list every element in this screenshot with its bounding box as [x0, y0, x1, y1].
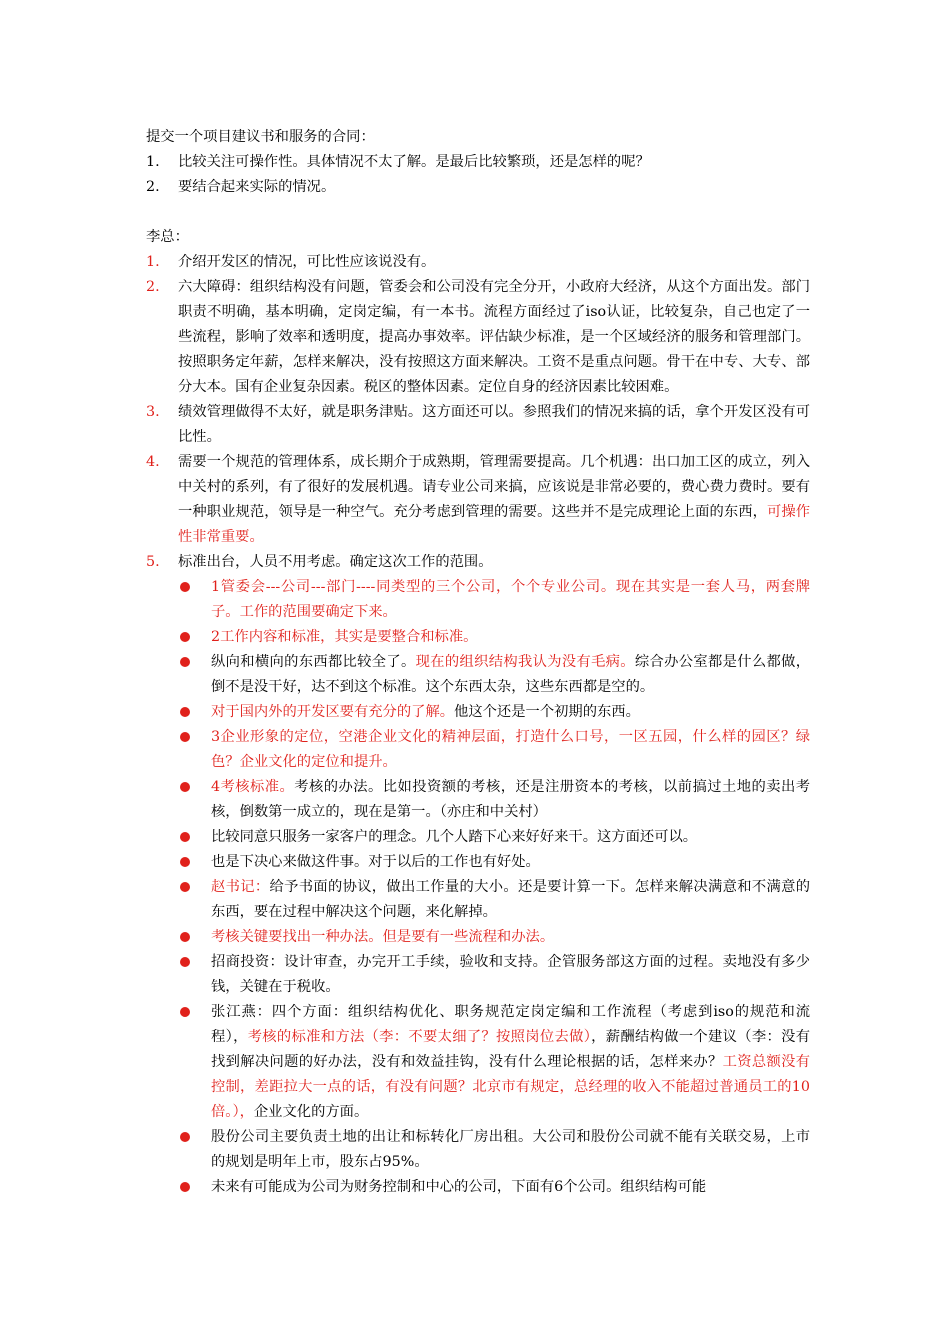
body-text: 给予书面的协议，做出工作量的大小。还是要计算一下。怎样来解决满意和不满意的东西，要在过程中解决这个问题，来化解掉。 — [211, 879, 811, 920]
bullet-dot-icon — [180, 1132, 190, 1142]
item-number: 5. — [146, 554, 160, 570]
bullet-item — [178, 650, 810, 700]
bullet-dot-icon — [180, 707, 190, 717]
highlighted-text: 可操作性非常重要。 — [178, 504, 810, 545]
bullet-item — [178, 1175, 810, 1200]
bullet-dot-icon — [180, 732, 190, 742]
highlighted-text: 考核的标准和方法（李：不要太细了？按照岗位去做） — [247, 1029, 592, 1045]
bullet-item — [178, 925, 810, 950]
bullet-item — [178, 1000, 810, 1125]
item-text: 要结合起来实际的情况。 — [178, 179, 336, 195]
item-text: 比较关注可操作性。具体情况不太了解。是最后比较繁琐，还是怎样的呢？ — [178, 154, 650, 170]
highlighted-text: 1管委会---公司---部门----同类型的三个公司，个个专业公司。现在其实是一套人马，两套牌子。工作的范围要确定下来。 — [211, 579, 810, 620]
body-text: 股份公司主要负责土地的出让和标转化厂房出租。大公司和股份公司就不能有关联交易，上市的规划是明年上市，股东占95%。 — [211, 1129, 810, 1170]
body-text: 纵向和横向的东西都比较全了。 — [211, 654, 416, 670]
section1-item — [146, 175, 810, 200]
bullet-item — [178, 875, 810, 925]
bullet-item — [178, 700, 810, 725]
bullet-item — [178, 1125, 810, 1175]
body-text: 标准出台，人员不用考虑。确定这次工作的范围。 — [178, 554, 493, 570]
item-number: 2. — [146, 279, 160, 295]
item-number: 2. — [146, 179, 160, 195]
highlighted-text: 4考核标准。 — [211, 779, 295, 795]
bullet-item — [178, 575, 810, 625]
bullet-item — [178, 625, 810, 650]
body-text: 考核的办法。比如投资额的考核，还是注册资本的考核，以前搞过土地的卖出考核，倒数第一成立的，现在是第一。（亦庄和中关村） — [211, 779, 810, 820]
body-text: 综合办公室都是什么都做，倒不是没干好，达不到这个标准。这个东西太杂，这些东西都是空的。 — [211, 654, 811, 695]
bullet-dot-icon — [180, 957, 190, 967]
body-text: 也是下决心来做这件事。对于以后的工作也有好处。 — [211, 854, 540, 870]
body-text: 介绍开发区的情况，可比性应该说没有。 — [178, 254, 436, 270]
section1-list — [146, 150, 810, 200]
bullet-list — [178, 575, 810, 1200]
highlighted-text: 工资总额没有控制，差距拉大一点的话，有没有问题？北京市有规定，总经理的收入不能超过普通员工的10倍。）， — [211, 1054, 811, 1120]
bullet-dot-icon — [180, 582, 190, 592]
highlighted-text: 3企业形象的定位，空港企业文化的精神层面，打造什么口号，一区五园，什么样的园区？绿色？企业文化的定位和提升。 — [211, 729, 810, 770]
item-number: 1. — [146, 154, 160, 170]
bullet-item — [178, 950, 810, 1000]
bullet-item — [178, 725, 810, 775]
section2-heading: 李总： — [146, 229, 189, 245]
bullet-item — [178, 825, 810, 850]
bullet-item — [178, 775, 810, 825]
section2-item — [146, 250, 810, 275]
bullet-dot-icon — [180, 857, 190, 867]
body-text: 招商投资：设计审查，办完开工手续，验收和支持。企管服务部这方面的过程。卖地没有多少钱，关键在于税收。 — [211, 954, 810, 995]
bullet-dot-icon — [180, 1182, 190, 1192]
item-number: 1. — [146, 254, 160, 270]
section2-item — [146, 400, 810, 450]
body-text: 未来有可能成为公司为财务控制和中心的公司，下面有6个公司。组织结构可能 — [211, 1179, 707, 1195]
bullet-dot-icon — [180, 632, 190, 642]
bullet-dot-icon — [180, 657, 190, 667]
body-text: 他这个还是一个初期的东西。 — [454, 704, 640, 720]
section2-item — [146, 550, 810, 575]
body-text: 绩效管理做得不太好，就是职务津贴。这方面还可以。参照我们的情况来搞的话，拿个开发区没有可比性。 — [178, 404, 810, 445]
item-number: 4. — [146, 454, 160, 470]
body-text: 需要一个规范的管理体系，成长期介于成熟期，管理需要提高。几个机遇：出口加工区的成立，列入中关村的系列，有了很好的发展机遇。请专业公司来搞，应该说是非常必要的，费心费力费时。要有一种职业规范，领导是一种空气。充分考虑到管理的需要。这些并不是完成理论上面的东西， — [178, 454, 810, 520]
body-text: 企业文化的方面。 — [253, 1104, 369, 1120]
bullet-dot-icon — [180, 882, 190, 892]
body-text: ，薪酬结构做一个建议（李：没有找到解决问题的好办法，没有和效益挂钩，没有什么理论根据的话，怎样来办？ — [211, 1029, 810, 1070]
bullet-item — [178, 850, 810, 875]
section1-item — [146, 150, 810, 175]
highlighted-text: 对于国内外的开发区要有充分的了解。 — [211, 704, 455, 720]
bullet-dot-icon — [180, 1007, 190, 1017]
highlighted-text: 赵书记： — [211, 879, 270, 895]
spacer — [146, 200, 810, 225]
section1-heading: 提交一个项目建议书和服务的合同： — [146, 129, 375, 145]
highlighted-text: 考核关键要找出一种办法。但是要有一些流程和办法。 — [211, 929, 555, 945]
highlighted-text: 现在的组织结构我认为没有毛病。 — [415, 654, 635, 670]
bullet-dot-icon — [180, 782, 190, 792]
section2-item — [146, 450, 810, 550]
body-text: 张江燕：四个方面：组织结构优化、职务规范定岗定编和工作流程（考虑到iso的规范和流程）， — [211, 1004, 810, 1045]
section2-list — [146, 250, 810, 575]
document-body — [146, 125, 810, 1200]
bullet-dot-icon — [180, 832, 190, 842]
item-number: 3. — [146, 404, 160, 420]
highlighted-text: 2工作内容和标准，其实是要整合和标准。 — [211, 629, 478, 645]
body-text: 比较同意只服务一家客户的理念。几个人踏下心来好好来干。这方面还可以。 — [211, 829, 698, 845]
bullet-dot-icon — [180, 932, 190, 942]
body-text: 六大障碍：组织结构没有问题，管委会和公司没有完全分开，小政府大经济，从这个方面出发。部门职责不明确，基本明确，定岗定编，有一本书。流程方面经过了iso认证，比较复杂，自己也定了一些流程，影响了效率和透明度，提高办事效率。评估缺少标准，是一个区域经济的服务和管理部门。按照职务定年薪，怎样来解决，没有按照这方面来解决。工资不是重点问题。骨干在中专、大专、部分大本。国有企业复杂因素。税区的整体因素。定位自身的经济因素比较困难。 — [178, 279, 810, 395]
section2-item — [146, 275, 810, 400]
